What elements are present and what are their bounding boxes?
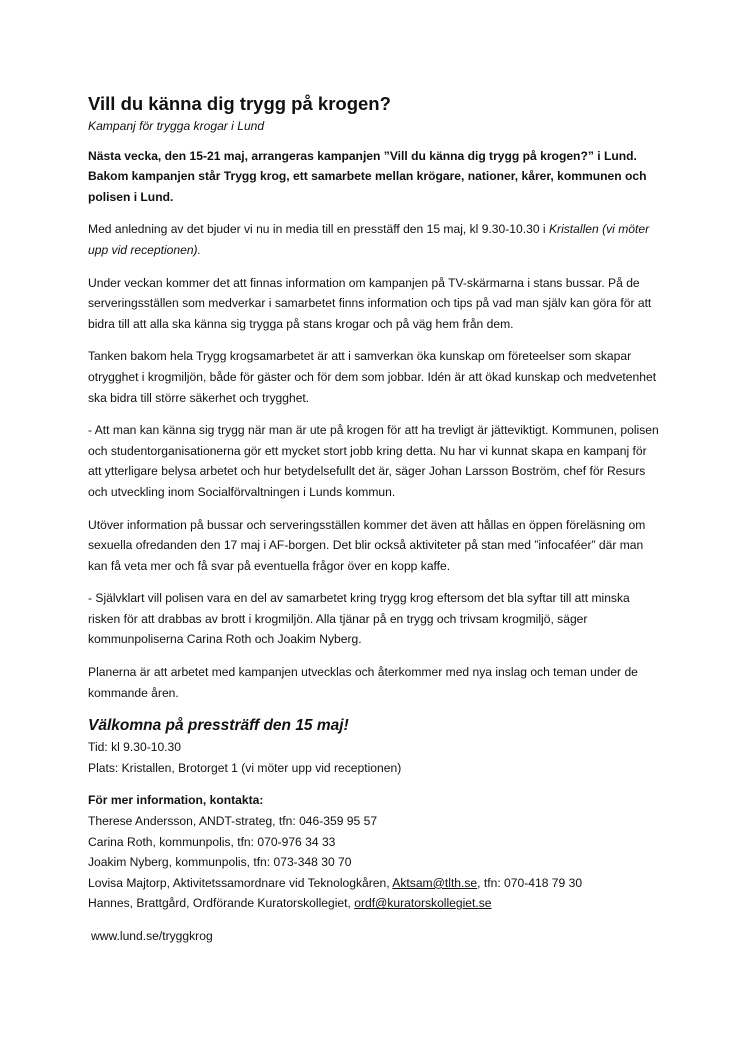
body-paragraph: Planerna är att arbetet med kampanjen utvecklas och återkommer med nya inslag och teman under de kommande åren.	[88, 665, 638, 700]
email-link-kuratorskollegiet[interactable]: ordf@kuratorskollegiet.se	[354, 896, 492, 911]
contact-line: Joakim Nyberg, kommunpolis, tfn: 073-348 30 70	[88, 855, 352, 870]
body-paragraph: - Självklart vill polisen vara en del av samarbetet kring trygg krog eftersom det bla syftar till att minska risken för att drabbas av brott i krogmiljön. Alla tjänar på en trygg och trivsam krogmiljö, säger kommunpoliserna Carina Roth och Joakim Nyberg.	[88, 591, 630, 647]
body-paragraph: - Att man kan känna sig trygg när man är ute på krogen för att ha trevligt är jätteviktigt. Kommunen, polisen och studentorganisationerna gör ett mycket stort jobb kring detta. Nu har vi kunnat skapa en kampanj för att ytterligare belysa arbetet och hur betydelsefullt det är, säger Johan Larsson Boström, chef för Resurs och utveckling inom Socialförvaltningen i Lunds kommun.	[88, 423, 659, 499]
event-time: Tid: kl 9.30-10.30	[88, 740, 181, 755]
invite-paragraph	[88, 219, 663, 260]
contact-line: Therese Andersson, ANDT-strateg, tfn: 046-359 95 57	[88, 814, 378, 829]
page-title: Vill du känna dig trygg på krogen?	[88, 93, 391, 114]
contacts-section	[88, 790, 663, 914]
invite-place: Kristallen (vi möter upp vid receptionen).	[88, 222, 650, 257]
email-link-aktsam[interactable]: Aktsam@tlth.se	[392, 875, 478, 890]
contact-text: Hannes, Brattgård, Ordförande Kuratorskollegiet,	[88, 896, 355, 911]
contacts-heading: För mer information, kontakta:	[88, 793, 264, 808]
press-release	[88, 92, 663, 947]
body-paragraph: Utöver information på bussar och serveringsställen kommer det även att hållas en öppen föreläsning om sexuella ofredanden den 17 maj i AF-borgen. Det blir också aktiviteter på stan med ”infocaféer” där man kan få veta mer och få svar på eventuella frågor över en kopp kaffe.	[88, 517, 646, 573]
invite-text: Med anledning av det bjuder vi nu in media till en presstäff den 15 maj, kl 9.30-10.30 i	[88, 222, 549, 237]
website-url: www.lund.se/tryggkrog	[91, 929, 213, 943]
body-paragraph: Tanken bakom hela Trygg krogsamarbetet är att i samverkan öka kunskap om företeelser som skapar otrygghet i krogmiljön, både för gäster och för dem som jobbar. Idén är att ökad kunskap och medvetenhet ska bidra till större säkerhet och trygghet.	[88, 349, 657, 405]
contact-line: Carina Roth, kommunpolis, tfn: 070-976 34 33	[88, 834, 336, 849]
welcome-section	[88, 715, 663, 778]
contact-text: Lovisa Majtorp, Aktivitetssamordnare vid Teknologkåren,	[88, 875, 393, 890]
body-paragraph: Under veckan kommer det att finnas information om kampanjen på TV-skärmarna i stans bussar. På de serveringsställen som medverkar i samarbetet finns information och tips på vad man själv kan göra för att bidra till att alla ska känna sig trygga på stans krogar och på väg hem från dem.	[88, 275, 652, 331]
lead-paragraph: Nästa vecka, den 15-21 maj, arrangeras kampanjen ”Vill du känna dig trygg på krogen?” i Lund. Bakom kampanjen står Trygg krog, ett samarbete mellan krögare, nationer, kårer, kommunen och polisen i Lund.	[88, 148, 647, 204]
page-subtitle: Kampanj för trygga krogar i Lund	[88, 119, 265, 133]
contact-line-hannes	[88, 893, 663, 914]
contact-text: , tfn: 070-418 79 30	[477, 875, 583, 890]
welcome-heading: Välkomna på pressträff den 15 maj!	[88, 717, 349, 735]
contact-line-lovisa	[88, 873, 663, 894]
event-place: Plats: Kristallen, Brotorget 1 (vi möter upp vid receptionen)	[88, 760, 402, 775]
